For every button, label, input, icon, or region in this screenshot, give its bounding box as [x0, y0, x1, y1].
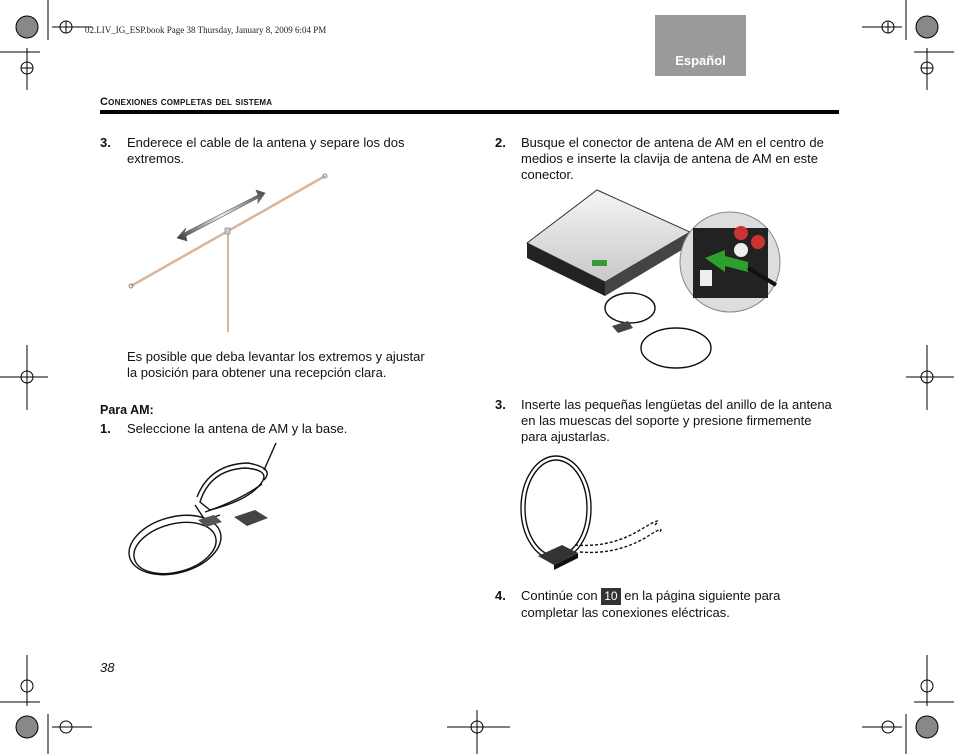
left-step1-number: 1.	[100, 421, 111, 436]
page-reference-badge[interactable]: 10	[601, 588, 620, 605]
right-step3-number: 3.	[495, 397, 506, 412]
right-step2-number: 2.	[495, 135, 506, 150]
book-header-line: 02.LIV_IG_ESP.book Page 38 Thursday, January 8, 2009 6:04 PM	[85, 25, 327, 35]
language-tab[interactable]: Español	[655, 15, 746, 76]
page-number: 38	[100, 660, 115, 675]
right-step2-text: Busque el conector de antena de AM en el centro de medios e inserte la clavija de antena de AM en este conector.	[521, 135, 824, 182]
section-title: Conexiones completas del sistema	[100, 96, 273, 108]
step4-text-after: en la página siguiente para completar las conexiones eléctricas.	[521, 588, 781, 620]
left-step3-number: 3.	[100, 135, 111, 150]
left-step1-text: Seleccione la antena de AM y la base.	[127, 421, 348, 436]
right-step4-number: 4.	[495, 588, 506, 603]
step4-text-before: Continúe con	[521, 588, 598, 603]
left-step3-text: Enderece el cable de la antena y separe los dos extremos.	[127, 135, 405, 166]
right-step3-text: Inserte las pequeñas lengüetas del anillo de la antena en las muescas del soporte y presione firmemente para ajustarlas.	[521, 397, 832, 444]
right-step4-text	[521, 588, 836, 621]
am-heading: Para AM:	[100, 403, 154, 417]
left-note: Es posible que deba levantar los extremos y ajustar la posición para obtener una recepción clara.	[127, 349, 425, 380]
